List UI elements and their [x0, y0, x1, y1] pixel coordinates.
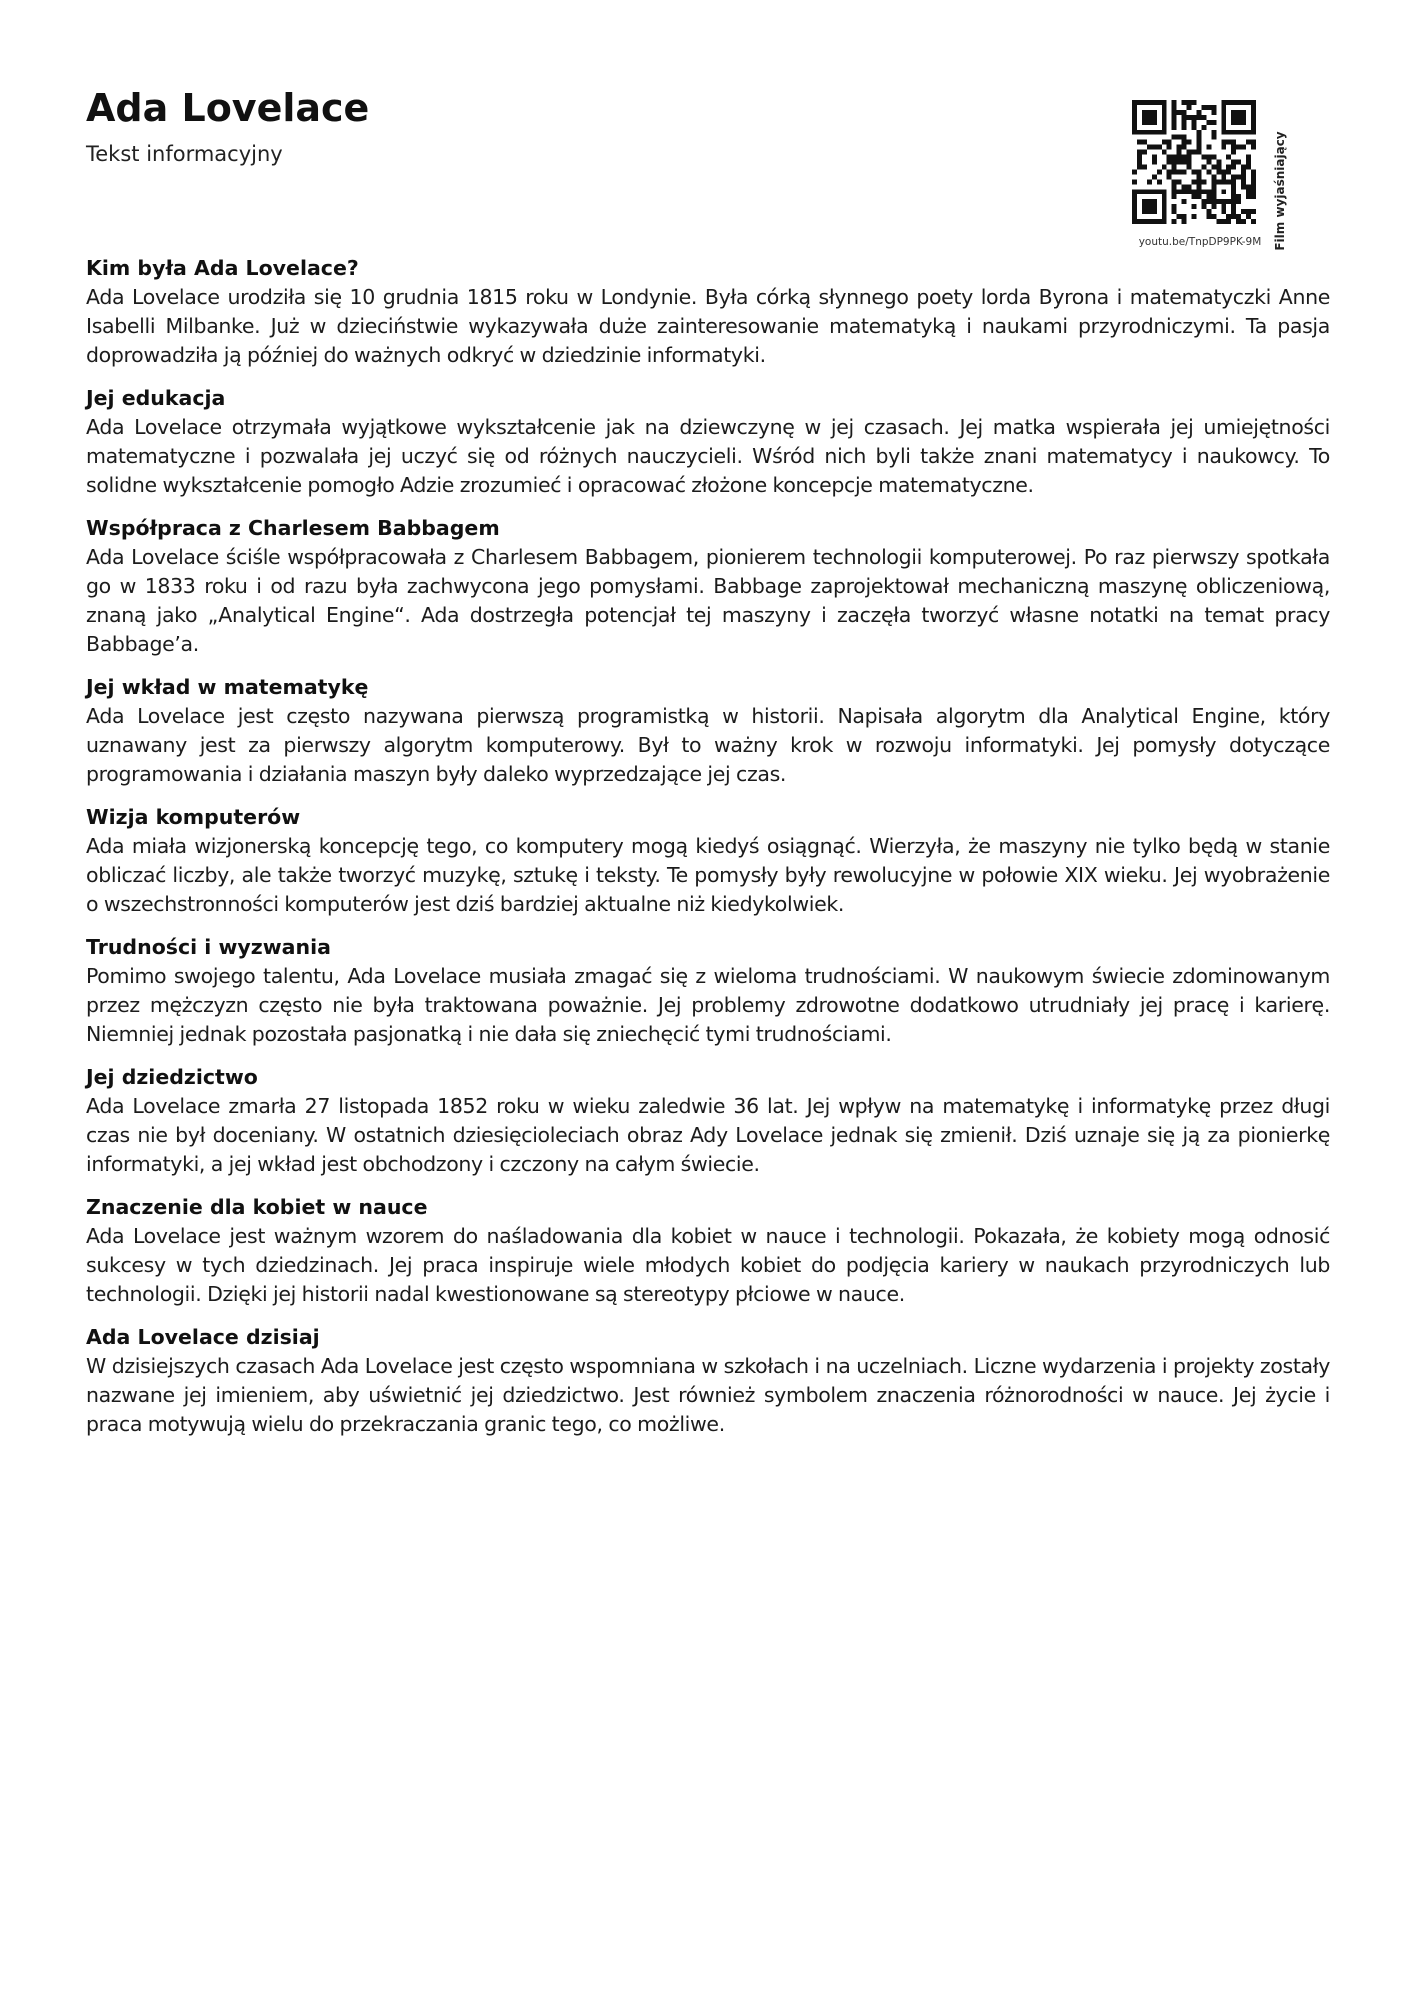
section-heading: Jej edukacja [86, 386, 226, 410]
section-vision [86, 803, 1330, 919]
section-body: Ada Lovelace jest często nazywana pierwszą programistką w historii. Napisała algorytm dla Analytical Engine, który uznawany jest za pierwszy algorytm komputerowy. Był to ważny krok w rozwoju informatyki. Jej pomysły dotyczące programowania i działania maszyn były daleko wyprzedzające jej czas. [86, 704, 1330, 786]
section-body: Ada Lovelace urodziła się 10 grudnia 1815 roku w Londynie. Była córką słynnego poety lorda Byrona i matematyczki Anne Isabelli Milbanke. Już w dzieciństwie wykazywała duże zainteresowanie matematyką i naukami przyrodniczymi. Ta pasja doprowadziła ją później do ważnych odkryć w dziedzinie informatyki. [86, 285, 1330, 367]
section-education [86, 384, 1330, 500]
page-title: Ada Lovelace [86, 86, 370, 130]
section-heading: Trudności i wyzwania [86, 935, 331, 959]
section-women [86, 1193, 1330, 1309]
section-heading: Jej wkład w matematykę [86, 675, 369, 699]
section-body: W dzisiejszych czasach Ada Lovelace jest często wspomniana w szkołach i na uczelniach. Liczne wydarzenia i projekty zostały nazwane jej imieniem, aby uświetnić jej dziedzictwo. Jest również symbolem znaczenia różnorodności w nauce. Jej życie i praca motywują wielu do przekraczania granic tego, co możliwe. [86, 1354, 1330, 1436]
section-legacy [86, 1063, 1330, 1179]
section-challenges [86, 933, 1330, 1049]
section-body: Ada Lovelace otrzymała wyjątkowe wykształcenie jak na dziewczynę w jej czasach. Jej matka wspierała jej umiejętności matematyczne i pozwalała jej uczyć się od różnych nauczycieli. Wśród nich byli także znani matematycy i naukowcy. To solidne wykształcenie pomogło Adzie zrozumieć i opracować złożone koncepcje matematyczne. [86, 415, 1330, 497]
section-babbage [86, 514, 1330, 659]
section-heading: Wizja komputerów [86, 805, 301, 829]
section-heading: Współpraca z Charlesem Babbagem [86, 516, 500, 540]
section-body: Ada miała wizjonerską koncepcję tego, co komputery mogą kiedyś osiągnąć. Wierzyła, że maszyny nie tylko będą w stanie obliczać liczby, ale także tworzyć muzykę, sztukę i teksty. Te pomysły były rewolucyjne w połowie XIX wieku. Jej wyobrażenie o wszechstronności komputerów jest dziś bardziej aktualne niż kiedykolwiek. [86, 834, 1330, 916]
section-heading: Ada Lovelace dzisiaj [86, 1325, 320, 1349]
section-born [86, 254, 1330, 370]
page-subtitle: Tekst informacyjny [86, 142, 283, 166]
section-heading: Jej dziedzictwo [86, 1065, 258, 1089]
section-body: Ada Lovelace ściśle współpracowała z Charlesem Babbagem, pionierem technologii komputerowej. Po raz pierwszy spotkała go w 1833 roku i od razu była zachwycona jego pomysłami. Babbage zaprojektował mechaniczną maszynę obliczeniową, znaną jako „Analytical Engine“. Ada dostrzegła potencjał tej maszyny i zaczęła tworzyć własne notatki na temat pracy Babbage’a. [86, 545, 1330, 656]
article-content [86, 254, 1330, 1453]
section-body: Ada Lovelace zmarła 27 listopada 1852 roku w wieku zaledwie 36 lat. Jej wpływ na matematykę i informatykę przez długi czas nie był doceniany. W ostatnich dziesięcioleciach obraz Ady Lovelace jednak się zmienił. Dziś uznaje się ją za pionierkę informatyki, a jej wkład jest obchodzony i czczony na całym świecie. [86, 1094, 1330, 1176]
qr-code-icon[interactable] [1132, 100, 1256, 224]
qr-block [1120, 92, 1296, 252]
section-body: Ada Lovelace jest ważnym wzorem do naśladowania dla kobiet w nauce i technologii. Pokazała, że kobiety mogą odnosić sukcesy w tych dziedzinach. Jej praca inspiruje wiele młodych kobiet do podjęcia kariery w naukach przyrodniczych lub technologii. Dzięki jej historii nadal kwestionowane są stereotypy płciowe w nauce. [86, 1224, 1330, 1306]
section-math [86, 673, 1330, 789]
qr-link[interactable]: youtu.be/TnpDP9PK-9M [1138, 236, 1262, 248]
section-body: Pomimo swojego talentu, Ada Lovelace musiała zmagać się z wieloma trudnościami. W naukowym świecie zdominowanym przez mężczyzn często nie była traktowana poważnie. Jej problemy zdrowotne dodatkowo utrudniały jej pracę i karierę. Niemniej jednak pozostała pasjonatką i nie dała się zniechęcić tymi trudnościami. [86, 964, 1330, 1046]
section-today [86, 1323, 1330, 1439]
qr-caption: Film wyjaśniający [1273, 131, 1287, 251]
section-heading: Znaczenie dla kobiet w nauce [86, 1195, 428, 1219]
section-heading: Kim była Ada Lovelace? [86, 256, 359, 280]
